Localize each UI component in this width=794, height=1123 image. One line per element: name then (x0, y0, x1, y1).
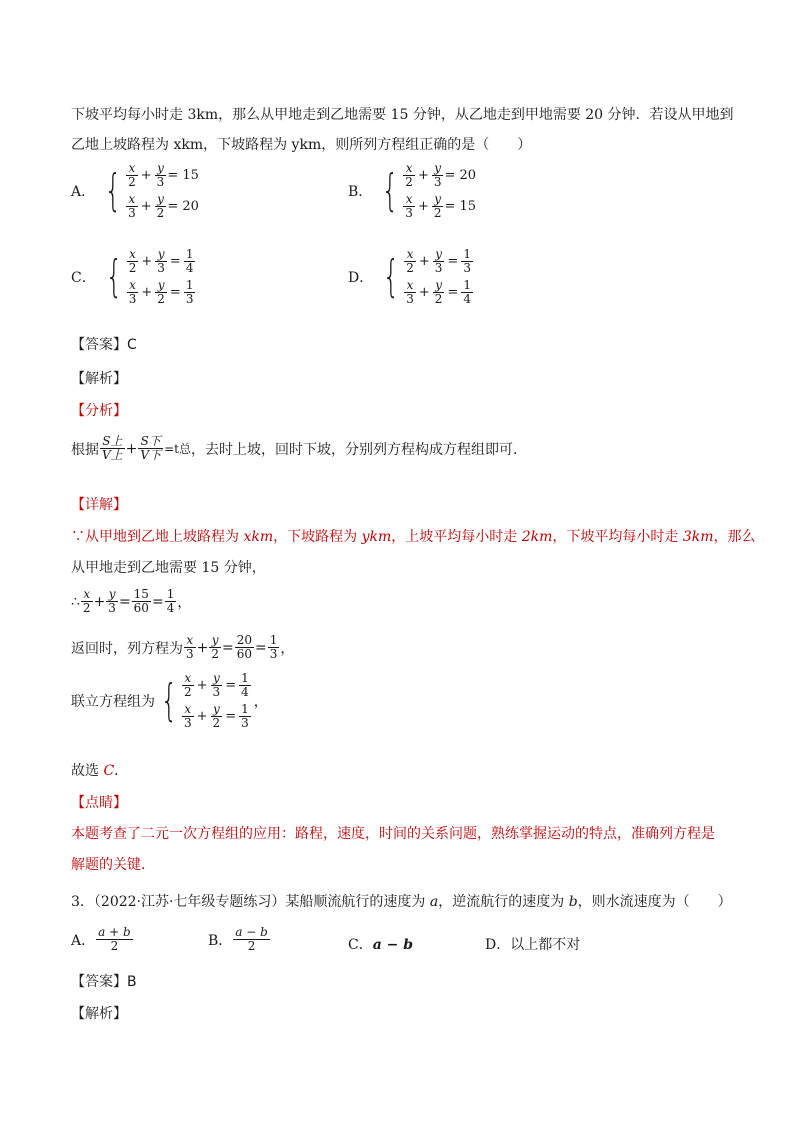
dianjing-line2: 解题的关键． (71, 857, 155, 873)
q3-option-d: D．以上都不对 (485, 937, 581, 953)
option-a: A． { $\frac{x}{2}$ + $\frac{y}{3}$ = 15 $\frac{x}{3}$ + $\frac{y}{2}$ = 20 (71, 161, 199, 220)
dianjing-line1: 本题考查了二元一次方程组的应用：路程，速度，时间的关系问题，熟练掌握运动的特点，准确列方程是 (71, 826, 715, 842)
dianjing-tag: 【点睛】 (71, 795, 127, 811)
answer-q2: 【答案】C (71, 337, 137, 353)
fenxi-tag: 【分析】 (71, 403, 127, 419)
jiexi-tag: 【解析】 (71, 371, 127, 387)
option-b: B． { $\frac{x}{2}$ + $\frac{y}{3}$ = 20 $\frac{x}{3}$ + $\frac{y}{2}$ = 15 (348, 161, 477, 220)
detail-line4: 返回时，列方程为 $\frac{x}{3}$ + $\frac{y}{2}$ = $\frac{20}{60}$ = $\frac{1}{3}$ ， (71, 633, 295, 661)
option-d: D． { $\frac{x}{2}$ + $\frac{y}{3}$ = $\frac{1}{3}$ $\frac{x}{3}$ + $\frac{y}{2}$ = $\frac{1}{4}$ (348, 247, 471, 306)
option-label: C． (71, 270, 96, 286)
q3-option-a: A． $\frac{a + b}{2}$ (71, 925, 131, 953)
xiangjie-tag: 【详解】 (71, 497, 127, 513)
option-label: D． (348, 270, 374, 286)
detail-line5: 联立方程组为 { $\frac{x}{2}$ + $\frac{y}{3}$ = $\frac{1}{4}$ $\frac{x}{3}$ + $\frac{y}{2}$ = $\frac{1}{3}$ ， (71, 671, 268, 730)
q3-option-c: C．a − b (348, 937, 414, 953)
fenxi-text: 根据 $\frac{\text{S上}}{\text{V上}}$ + $\frac{\text{S下}}{\text{V下}}$ =t总 ，去时上坡，回时下坡，分别列方程构成方程组即可． (71, 434, 527, 462)
jiexi-tag-2: 【解析】 (71, 1006, 127, 1022)
option-label: B． (348, 184, 373, 200)
detail-line1: ∵从甲地到乙地上坡路程为 xkm，下坡路程为 ykm，上坡平均每小时走 2km，下坡平均每小时走 3km，那么 (71, 529, 756, 545)
q3-option-b: B． $\frac{a - b}{2}$ (208, 925, 268, 953)
question-3-stem: 3．（2022·江苏·七年级专题练习）某船顺流航行的速度为 a，逆流航行的速度为 b，则水流速度为（ ） (71, 894, 732, 910)
question-text-line1: 下坡平均每小时走 3km，那么从甲地走到乙地需要 15 分钟，从乙地走到甲地需要 20 分钟．若设从甲地到 (71, 107, 734, 123)
detail-line2: 从甲地走到乙地需要 15 分钟， (71, 560, 266, 576)
detail-line3: ∴ $\frac{x}{2}$ + $\frac{y}{3}$ = $\frac{15}{60}$ = $\frac{1}{4}$ ， (71, 587, 192, 615)
question-text-line2: 乙地上坡路程为 xkm，下坡路程为 ykm，则所列方程组正确的是（ ） (71, 137, 532, 153)
option-label: A． (71, 184, 96, 200)
option-c: C． { $\frac{x}{2}$ + $\frac{y}{3}$ = $\frac{1}{4}$ $\frac{x}{3}$ + $\frac{y}{2}$ = $\frac{1}{3}$ (71, 247, 194, 306)
answer-q3: 【答案】B (71, 974, 137, 990)
detail-line6: 故选 C． (71, 763, 129, 779)
